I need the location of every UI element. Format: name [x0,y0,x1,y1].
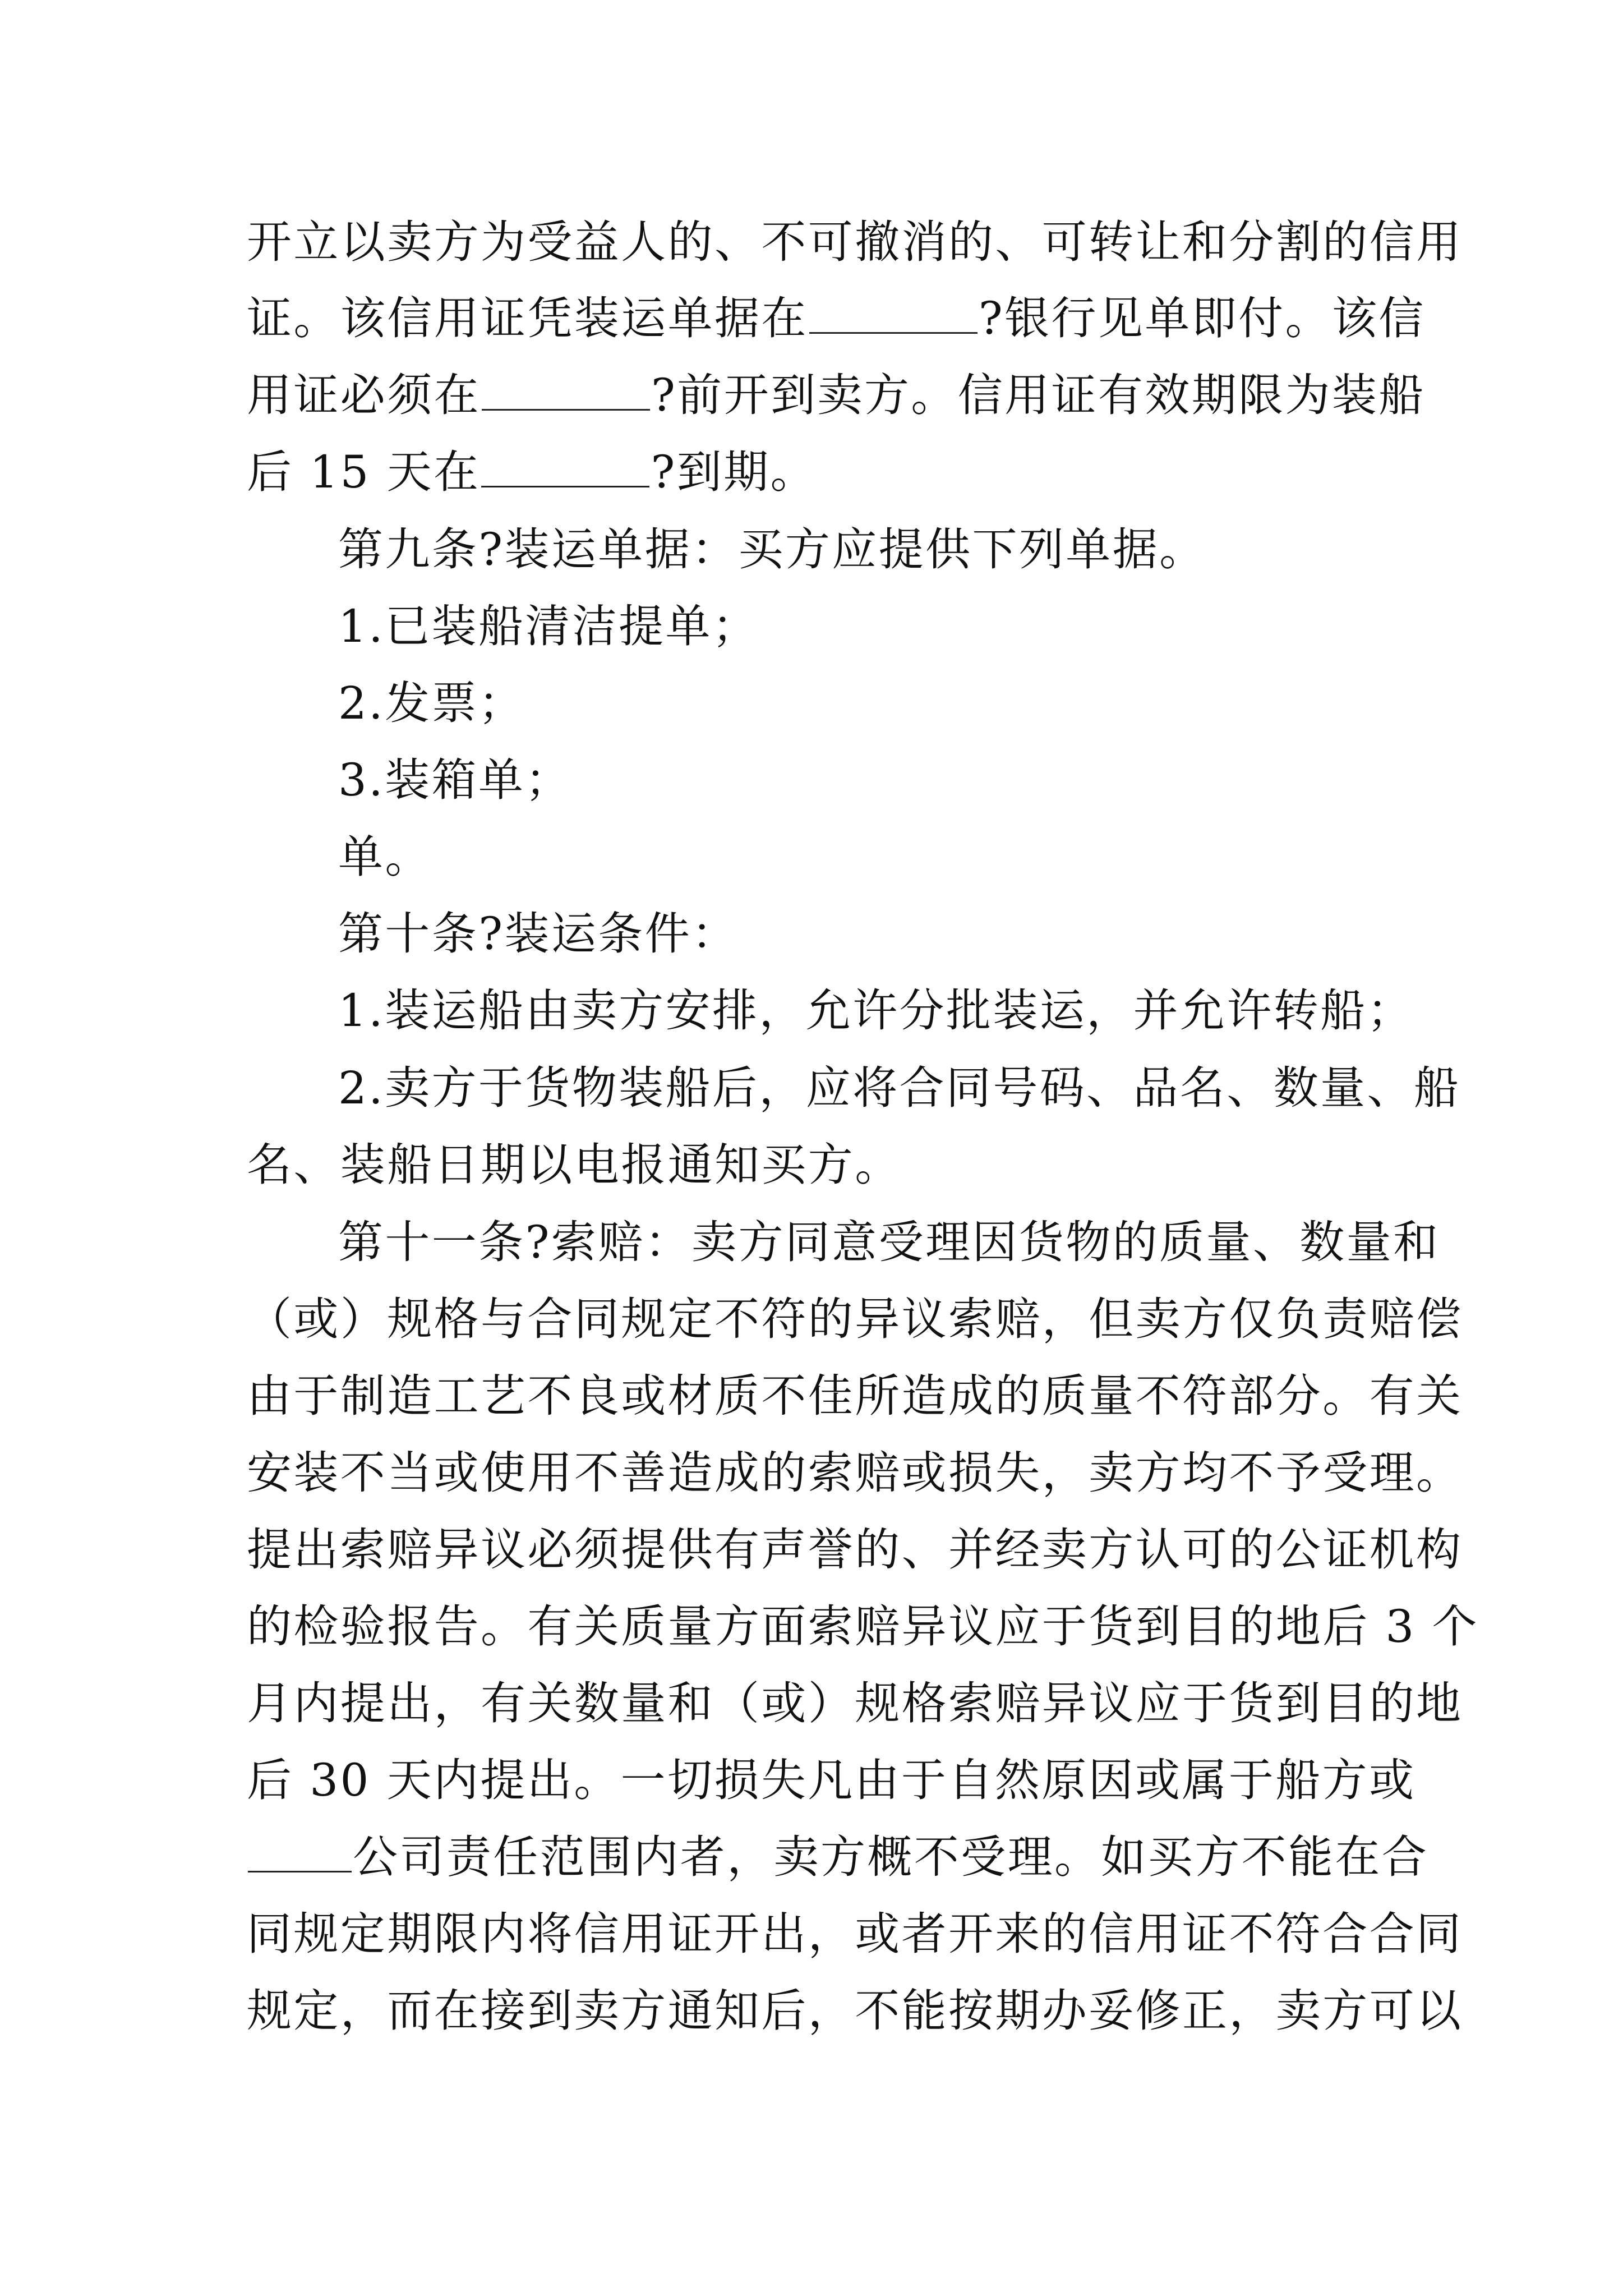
text-run: 2.卖方于货物装船后，应将合同号码、品名、数量、船 [338,1062,1461,1114]
text-run: 规定，而在接到卖方通知后，不能按期办妥修正，卖方可以 [247,1985,1463,2037]
text-run: 第十一条?索赔：卖方同意受理因货物的质量、数量和 [338,1216,1440,1268]
paragraph-line [247,1445,1463,1501]
paragraph-line [247,1983,1463,2039]
list-item [338,983,1414,1039]
text-run: 用证必须在 [247,369,481,421]
text-run: 名、装船日期以电报通知买方。 [247,1139,902,1191]
text-run: 提出索赔异议必须提供有声誉的、并经卖方认可的公证机构 [247,1524,1463,1576]
paragraph-line [247,1368,1463,1424]
text-run: 证。该信用证凭装运单据在 [247,292,808,344]
paragraph-line [247,1137,902,1193]
paragraph-line [247,214,1463,270]
article-heading [338,906,739,962]
fill-in-blank [248,1832,352,1872]
paragraph-line [247,444,817,500]
text-run: 单。 [338,831,432,883]
text-run: 第十条?装运条件： [338,908,739,960]
paragraph-line [247,1906,1463,1962]
text-run: 2.发票； [338,677,525,729]
text-run: 的检验报告。有关质量方面索赔异议应于货到目的地后 3 个 [247,1600,1479,1653]
text-run: 3.装箱单； [338,754,572,806]
text-run: 1.装运船由卖方安排，允许分批装运，并允许转船； [338,984,1414,1037]
paragraph-line [247,291,1426,347]
text-run: 公司责任范围内者，卖方概不受理。如买方不能在合 [353,1831,1429,1883]
text-run: 由于制造工艺不良或材质不佳所造成的质量不符部分。有关 [247,1370,1463,1422]
paragraph-line [247,1752,1415,1809]
text-run: 后 30 天内提出。一切损失凡由于自然原因或属于船方或 [247,1754,1416,1806]
list-item [338,752,572,808]
text-run: 同规定期限内将信用证开出，或者开来的信用证不符合合同 [247,1908,1463,1960]
list-item [338,829,432,885]
text-run: 后 15 天在 [247,446,481,498]
list-item [338,599,759,655]
paragraph-line [247,1599,1479,1655]
article-heading [338,522,1206,578]
paragraph-line [247,1676,1463,1732]
text-run: （或）规格与合同规定不符的异议索赔，但卖方仅负责赔偿 [247,1293,1463,1345]
fill-in-blank [482,370,650,411]
text-run: ?前开到卖方。信用证有效期限为装船 [651,369,1426,421]
list-item [338,675,525,731]
paragraph-line [247,1829,1428,1885]
text-run: 第九条?装运单据：买方应提供下列单据。 [338,523,1206,576]
list-item [338,1060,1460,1116]
text-run: 1.已装船清洁提单； [338,600,759,652]
text-run: 开立以卖方为受益人的、不可撤消的、可转让和分割的信用 [247,216,1463,268]
paragraph-line [247,1522,1463,1578]
paragraph-line [247,367,1426,424]
fill-in-blank [809,293,978,334]
text-run: ?银行见单即付。该信 [978,292,1426,344]
text-run: 安装不当或使用不善造成的索赔或损失，卖方均不予受理。 [247,1447,1463,1499]
text-run: 月内提出，有关数量和（或）规格索赔异议应于货到目的地 [247,1677,1463,1729]
text-run: ?到期。 [651,446,817,498]
paragraph-line [247,1291,1463,1347]
fill-in-blank [481,447,649,487]
article-heading [338,1214,1440,1271]
